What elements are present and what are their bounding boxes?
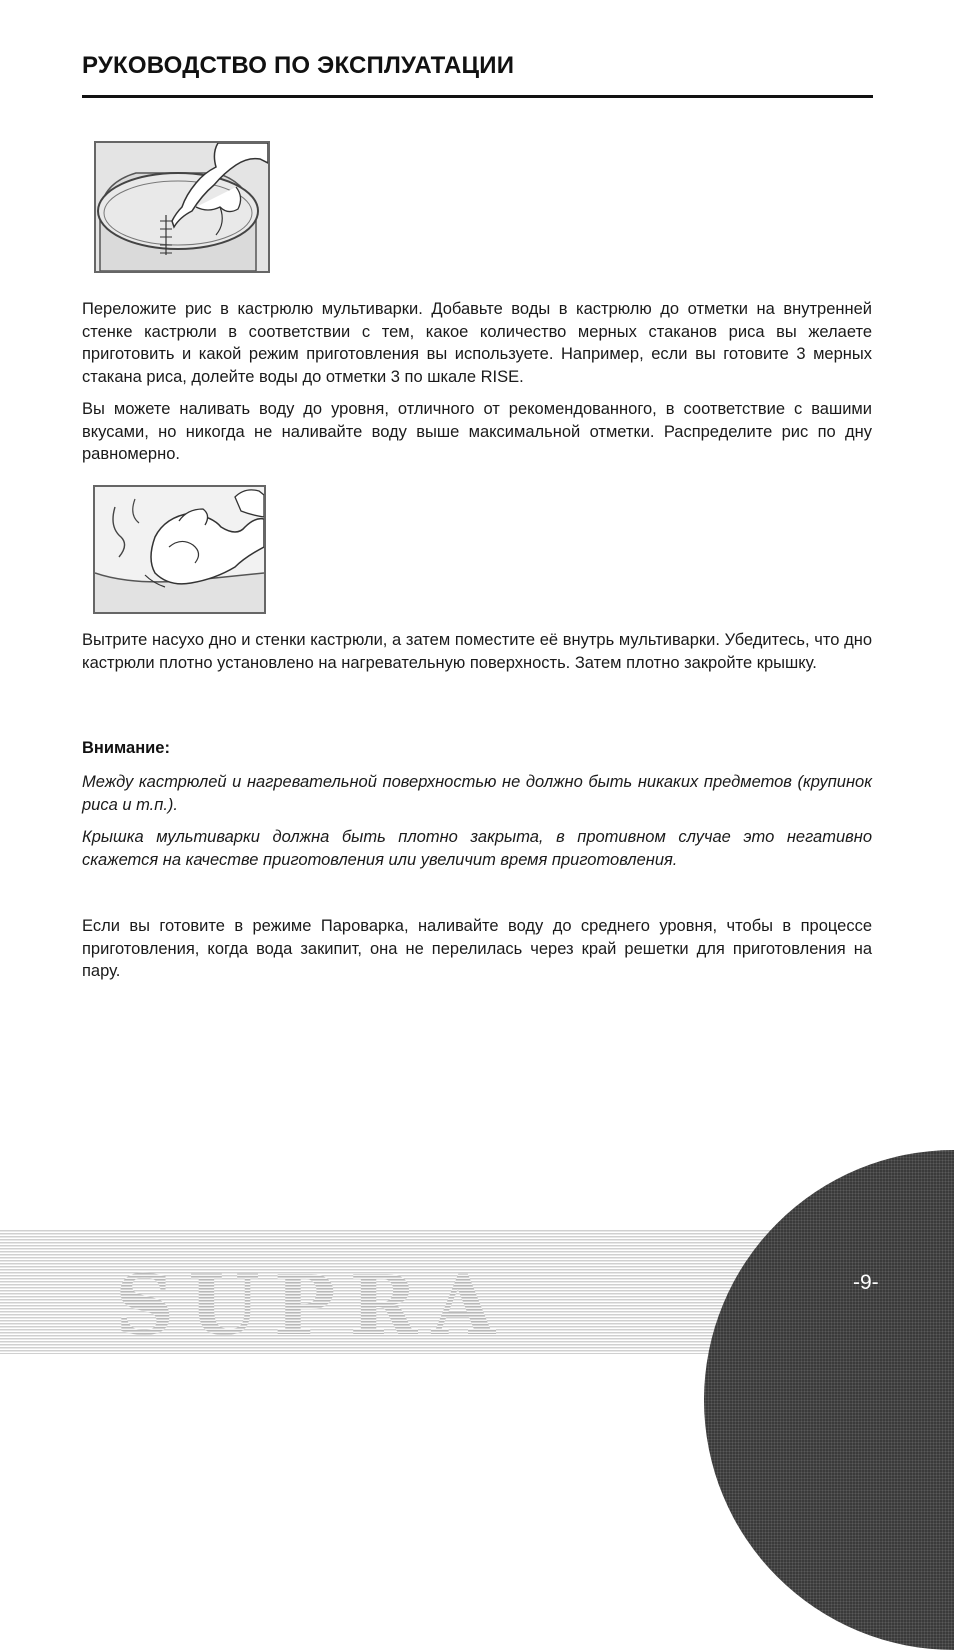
paragraph-add-water: Переложите рис в кастрюлю мультиварки. Добавьте воды в кастрюлю до отметки на внутренней стенке кастрюли в соответствии с тем, какое количество мерных стаканов риса вы желаете приготовить и какой режим приготовления вы используете. Например, если вы готовите 3 мерных стакана риса, долейте воды до отметки 3 по шкале RISE. [82, 300, 872, 386]
figure-wipe-pot [93, 485, 266, 614]
page-number: -9- [853, 1271, 879, 1294]
paragraph-water-level: Вы можете наливать воду до уровня, отличного от рекомендованного, в соответствие с вашими вкусами, но никогда не наливайте воду выше максимальной отметки. Распределите рис по дну равномерно. [82, 400, 872, 464]
header-divider [82, 95, 873, 98]
warning-no-objects: Между кастрюлей и нагревательной поверхностью не должно быть никаких предметов (крупинок риса и т.п.). [82, 773, 872, 814]
paragraph-dry-and-place: Вытрите насухо дно и стенки кастрюли, а затем поместите её внутрь мультиварки. Убедитесь, что дно кастрюли плотно установлено на нагревательную поверхность. Затем плотно закройте крышку. [82, 631, 872, 672]
brand-logo: SUPRA [115, 1258, 510, 1354]
hand-measuring-water-in-pot-illustration [96, 143, 268, 271]
warning-lid-closed: Крышка мультиварки должна быть плотно закрыта, в противном случае это негативно скажется на качестве приготовления или увеличит время приготовления. [82, 828, 872, 869]
attention-label: Внимание: [82, 739, 170, 757]
hands-wiping-pot-illustration [95, 487, 264, 612]
footer-corner-disc [704, 1150, 954, 1650]
page-title: РУКОВОДСТВО ПО ЭКСПЛУАТАЦИИ [82, 52, 515, 79]
figure-fill-water [94, 141, 270, 273]
paragraph-steamer-mode: Если вы готовите в режиме Пароварка, наливайте воду до среднего уровня, чтобы в процессе приготовления, когда вода закипит, она не перелилась через край решетки для приготовления на пару. [82, 917, 872, 981]
